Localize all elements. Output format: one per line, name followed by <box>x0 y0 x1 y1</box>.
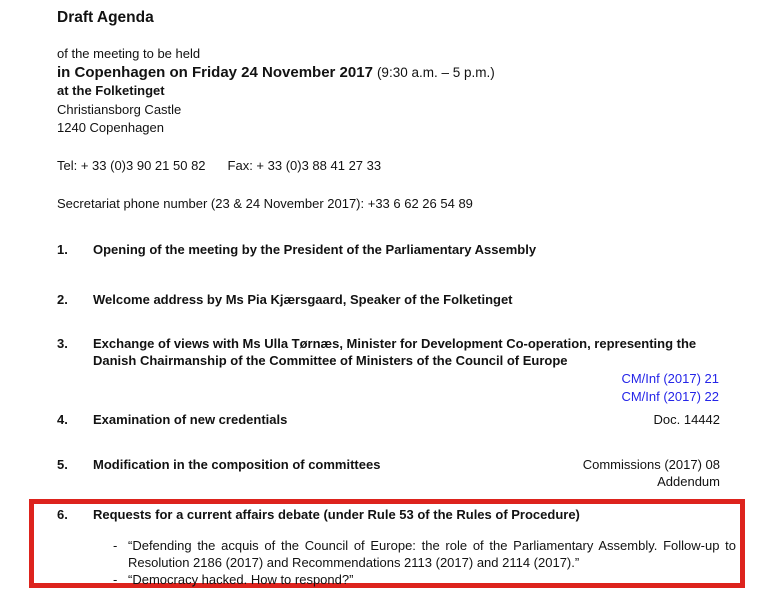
dash-bullet: - <box>113 538 118 553</box>
item-number: 4. <box>57 412 68 427</box>
document-reference-addendum: Addendum <box>657 474 720 489</box>
item-title: Opening of the meeting by the President of the Parliamentary Assembly <box>93 242 537 257</box>
document-reference: Doc. 14442 <box>653 412 720 427</box>
item-number: 5. <box>57 457 68 472</box>
dash-bullet: - <box>113 572 118 587</box>
meeting-time: (9:30 a.m. – 5 p.m.) <box>376 64 495 80</box>
item-number: 2. <box>57 292 68 307</box>
document-links <box>621 370 719 405</box>
agenda-item-1 <box>57 241 720 258</box>
meeting-line: of the meeting to be held <box>57 46 201 61</box>
fax-number: Fax: + 33 (0)3 88 41 27 33 <box>227 158 382 173</box>
agenda-item-6 <box>57 506 740 523</box>
meeting-intro <box>57 45 495 138</box>
agenda-item-5 <box>57 456 720 490</box>
item-title: Welcome address by Ms Pia Kjærsgaard, Speaker of the Folketinget <box>93 292 513 307</box>
location-line <box>57 64 495 83</box>
agenda-item-3 <box>57 335 720 369</box>
red-highlight-annotation <box>29 499 745 588</box>
agenda-item-4 <box>57 411 720 428</box>
debate-requests-list <box>57 537 740 588</box>
debate-topic-1: “Defending the acquis of the Council of Europe: the role of the Parliamentary Assembly. Follow-up to Resolution 2186 (2017) and Recommendations 2113 (2017) and 2114 (2017).” <box>128 538 736 570</box>
tel-number: Tel: + 33 (0)3 90 21 50 82 <box>57 158 206 173</box>
item-title: Exchange of views with Ms Ulla Tørnæs, Minister for Development Co-operation, representing the Danish Chairmanship of the Committee of Ministers of the Council of Europe <box>93 336 697 368</box>
item-number: 6. <box>57 507 68 522</box>
item-title: Modification in the composition of committees <box>93 457 381 472</box>
item-title: Examination of new credentials <box>93 412 288 427</box>
location-text: in Copenhagen on Friday 24 November 2017 <box>57 63 373 81</box>
list-item <box>113 571 740 588</box>
contact-line <box>57 158 381 173</box>
page-title: Draft Agenda <box>57 9 154 26</box>
debate-topic-2: “Democracy hacked. How to respond?” <box>128 572 354 587</box>
address-line-2: 1240 Copenhagen <box>57 120 164 135</box>
document-reference: Commissions (2017) 08 <box>582 457 720 472</box>
agenda-item-2 <box>57 291 720 308</box>
list-item <box>113 537 740 571</box>
cm-inf-link-1[interactable]: CM/Inf (2017) 21 <box>621 371 719 386</box>
secretariat-line: Secretariat phone number (23 & 24 November 2017): +33 6 62 26 54 89 <box>57 196 473 211</box>
item-number: 3. <box>57 336 68 351</box>
item-number: 1. <box>57 242 68 257</box>
item-title: Requests for a current affairs debate (under Rule 53 of the Rules of Procedure) <box>93 507 580 522</box>
venue-line: at the Folketinget <box>57 83 165 98</box>
address-line-1: Christiansborg Castle <box>57 101 182 117</box>
cm-inf-link-2[interactable]: CM/Inf (2017) 22 <box>621 388 719 404</box>
